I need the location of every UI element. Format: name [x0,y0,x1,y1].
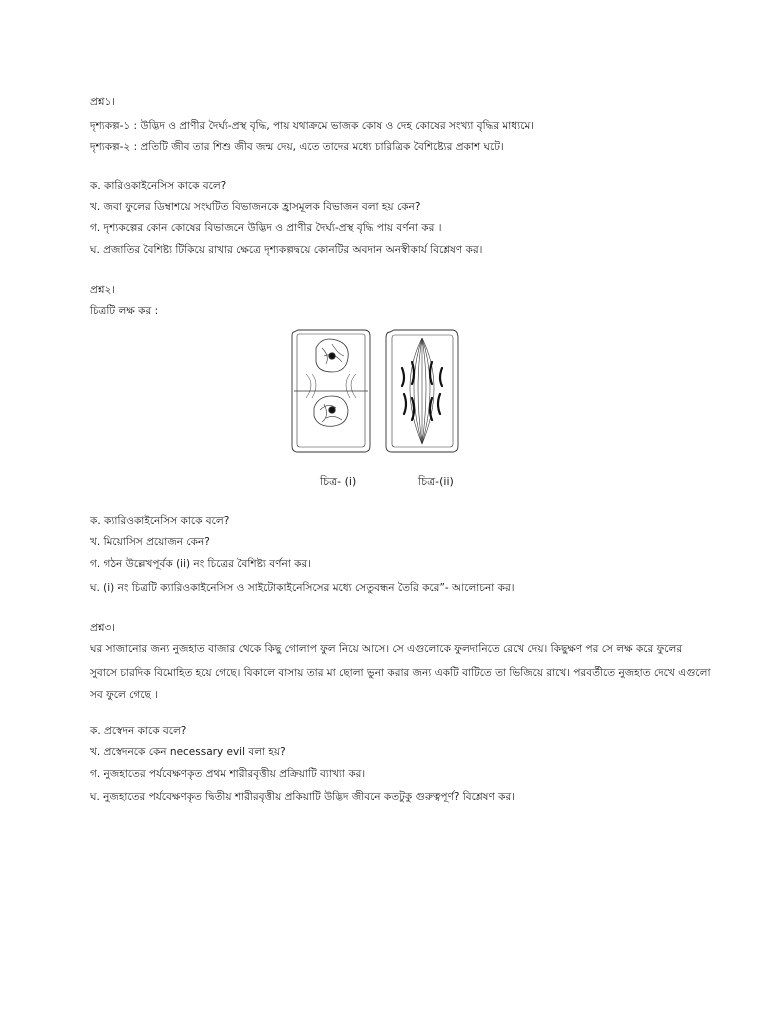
question-3-stem-line-2: সুবাসে চারদিক বিমোহিত হয়ে গেছে। বিকালে বাসায় তার মা ছোলা ভুনা করার জন্য একটি বাটিতে তা ভিজিয়ে রাখে। পরবর্তীতে নুজহাত দেখে এগুলো [90,667,711,679]
question-1-scenario-1: দৃশ্যকল্প-১ : উদ্ভিদ ও প্রাণীর দৈর্ঘ্য-প্রস্থ বৃদ্ধি, পায় যথাক্রমে ভাজক কোষ ও দেহ কোষের সংখ্যা বৃদ্ধির মাধ্যমে। [90,120,535,132]
figure-ii-cell [386,330,458,452]
question-1-scenario-2: দৃশ্যকল্প-২ : প্রতিটি জীব তার শিশু জীব জন্ম দেয়, এতে তাদের মধ্যে চারিত্রিক বৈশিষ্ট্যের প্রকাশ ঘটে। [90,141,504,153]
question-2-instruction: চিত্রটি লক্ষ কর : [90,305,159,317]
question-3-heading: প্রশ্ন৩। [90,622,116,634]
figure-ii-caption: চিত্র-(ii) [418,475,454,488]
question-2-part-kha: খ. মিয়োসিস প্রয়োজন কেন? [90,536,210,548]
question-2-part-ga: গ. গঠন উল্লেখপূর্বক (ii) নং চিত্রের বৈশিষ্ট্য বর্ণনা কর। [90,558,311,570]
figure-i-cell [292,330,370,452]
question-3-stem-line-1: ঘর সাজানোর জন্য নুজহাত বাজার থেকে কিছু গোলাপ ফুল নিয়ে আসে। সে এগুলোকে ফুলদানিতে রেখে দেয়। কিছুক্ষণ পর সে লক্ষ করে ফুলের [90,643,683,655]
question-3-stem-line-3: সব ফুলে গেছে । [90,689,158,701]
cell-division-diagram [286,326,466,460]
question-2-part-ka: ক. ক্যারিওকাইনেসিস কাকে বলে? [90,515,230,527]
question-1-heading: প্রশ্ন১। [90,96,116,108]
question-2-part-gha: ঘ. (i) নং চিত্রটি ক্যারিওকাইনেসিস ও সাইটোকাইনেসিসের মধ্যে সেতুবন্ধন তৈরি করে”- আলোচনা কর। [90,582,515,594]
question-1-part-gha: ঘ. প্রজাতির বৈশিষ্ট্য টিকিয়ে রাখার ক্ষেত্রে দৃশ্যকল্পদ্বয়ে কোনটির অবদান অনস্বীকার্য বিশ্লেষণ কর। [90,244,483,256]
question-3-part-ga: গ. নুজহাতের পর্যবেক্ষণকৃত প্রথম শারীরবৃত্তীয় প্রক্রিয়াটি ব্যাখ্যা কর। [90,768,366,780]
question-2-heading: প্রশ্ন২। [90,284,116,296]
question-3-part-ka: ক. প্রস্বেদন কাকে বলে? [90,725,187,737]
question-1-part-ka: ক. কারিওকাইনেসিস কাকে বলে? [90,180,227,192]
cell-division-figure [286,326,466,460]
question-3-part-kha: খ. প্রস্বেদনকে কেন necessary evil বলা হয়? [90,746,286,758]
question-3-part-gha: ঘ. নুজহাতের পর্যবেক্ষণকৃত দ্বিতীয় শারীরবৃত্তীয় প্রকিয়াটি উদ্ভিদ জীবনে কতটুকু গুরুত্বপূর্ণ? বিশ্লেষণ কর। [90,791,516,803]
question-1-part-ga: গ. দৃশ্যকল্পের কোন কোষের বিভাজনে উদ্ভিদ ও প্রাণীর দৈর্ঘ্য-প্রস্থ বৃদ্ধি পায় বর্ণনা কর । [90,222,442,234]
question-1-part-kha: খ. জবা ফুলের ডিম্বাশয়ে সংঘটিত বিভাজনকে হ্রাসমূলক বিভাজন বলা হয় কেন? [90,201,421,213]
figure-i-caption: চিত্র- (i) [320,475,357,488]
